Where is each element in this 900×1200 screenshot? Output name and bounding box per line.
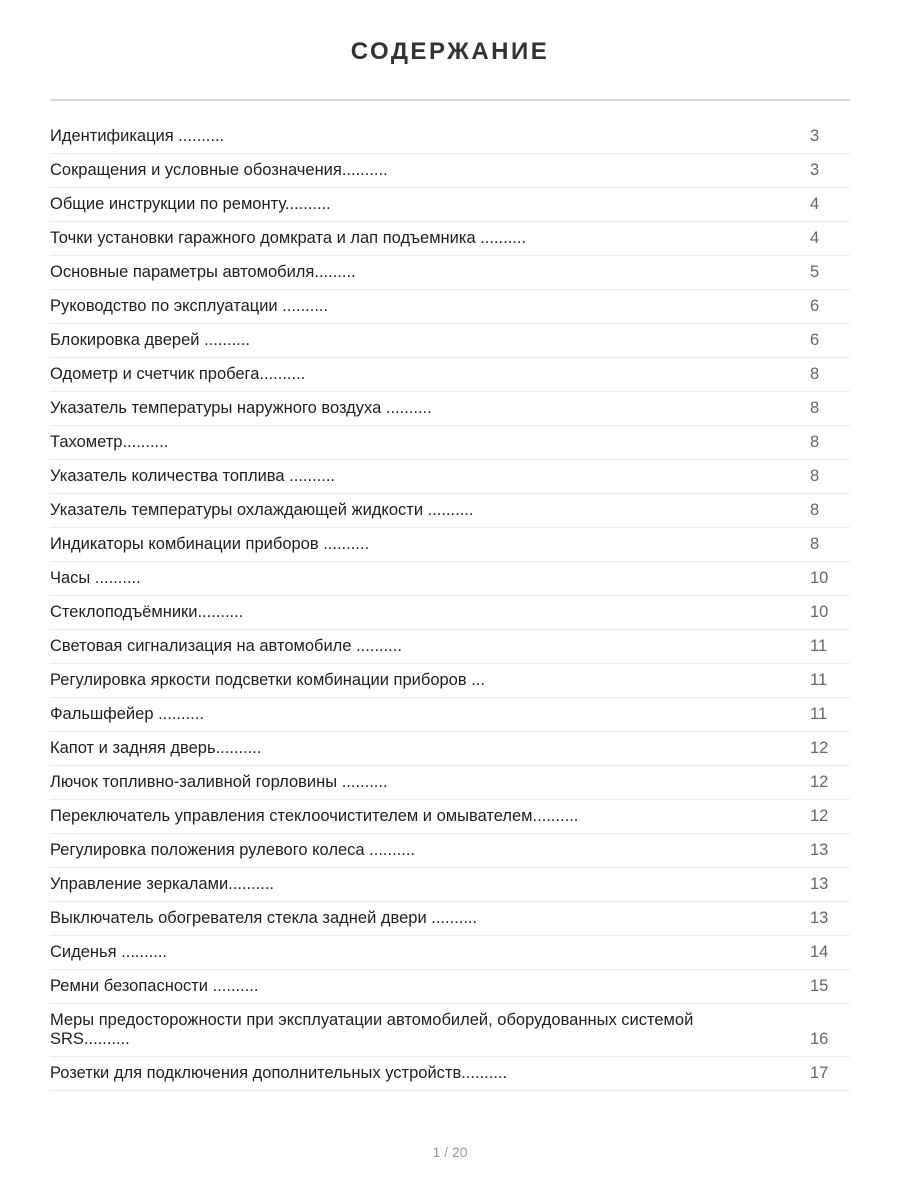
toc-entry-title: Розетки для подключения дополнительных устройств.......... [50, 1064, 508, 1082]
toc-entry[interactable] [50, 358, 850, 392]
toc-entry-title: Выключатель обогревателя стекла задней двери .......... [50, 909, 478, 927]
toc-entry[interactable] [50, 698, 850, 732]
toc-entry[interactable] [50, 800, 850, 834]
toc-entry-title: Одометр и счетчик пробега.......... [50, 365, 306, 383]
toc-entry[interactable] [50, 630, 850, 664]
toc-entry[interactable] [50, 188, 850, 222]
toc-entry-page-number: 10 [810, 569, 829, 587]
toc-entry-title: Стеклоподъёмники.......... [50, 603, 244, 621]
toc-entry-title: Ремни безопасности .......... [50, 977, 259, 995]
toc-entry[interactable] [50, 834, 850, 868]
toc-entry[interactable] [50, 392, 850, 426]
toc-entry-page-number: 15 [810, 977, 829, 995]
toc-entry-page-number: 13 [810, 841, 829, 859]
toc-entry[interactable] [50, 596, 850, 630]
toc-entry-page-number: 8 [810, 399, 820, 417]
toc-entry-title: Переключатель управления стеклоочистителем и омывателем.......... [50, 807, 579, 825]
toc-entry[interactable] [50, 936, 850, 970]
toc-entry[interactable] [50, 222, 850, 256]
table-of-contents [50, 120, 850, 1091]
toc-entry[interactable] [50, 154, 850, 188]
title-divider [50, 99, 850, 101]
toc-entry[interactable] [50, 256, 850, 290]
toc-entry-title: Регулировка положения рулевого колеса .......... [50, 841, 416, 859]
toc-entry-page-number: 11 [810, 671, 828, 689]
toc-entry-page-number: 6 [810, 297, 820, 315]
toc-entry-title: Указатель температуры наружного воздуха .......... [50, 399, 432, 417]
toc-entry[interactable] [50, 902, 850, 936]
toc-entry-title: Часы .......... [50, 569, 141, 587]
toc-entry-title: Идентификация .......... [50, 127, 225, 145]
toc-entry[interactable] [50, 426, 850, 460]
toc-entry-page-number: 3 [810, 161, 820, 179]
toc-entry-title: Сиденья .......... [50, 943, 168, 961]
toc-entry-title: Основные параметры автомобиля......... [50, 263, 356, 281]
toc-entry-page-number: 16 [810, 1030, 829, 1048]
toc-entry-page-number: 11 [810, 637, 828, 655]
toc-entry-title: Тахометр.......... [50, 433, 169, 451]
toc-entry[interactable] [50, 120, 850, 154]
toc-entry-title: Меры предосторожности при эксплуатации автомобилей, оборудованных системой SRS.......... [50, 1011, 694, 1048]
toc-entry-title: Сокращения и условные обозначения.......... [50, 161, 388, 179]
toc-entry-title: Общие инструкции по ремонту.......... [50, 195, 331, 213]
toc-entry-title: Лючок топливно-заливной горловины .......... [50, 773, 388, 791]
toc-entry-page-number: 14 [810, 943, 829, 961]
toc-entry-page-number: 8 [810, 365, 820, 383]
toc-entry-page-number: 13 [810, 909, 829, 927]
toc-entry[interactable] [50, 562, 850, 596]
toc-entry[interactable] [50, 664, 850, 698]
toc-entry[interactable] [50, 868, 850, 902]
toc-entry-title: Точки установки гаражного домкрата и лап подъемника .......... [50, 229, 527, 247]
toc-entry-title: Регулировка яркости подсветки комбинации приборов ... [50, 671, 485, 689]
toc-entry-title: Указатель количества топлива .......... [50, 467, 335, 485]
toc-entry[interactable] [50, 528, 850, 562]
toc-entry-page-number: 13 [810, 875, 829, 893]
toc-entry-page-number: 3 [810, 127, 820, 145]
toc-entry-title: Блокировка дверей .......... [50, 331, 250, 349]
toc-entry[interactable] [50, 460, 850, 494]
toc-entry-title: Капот и задняя дверь.......... [50, 739, 262, 757]
toc-entry[interactable] [50, 494, 850, 528]
toc-entry-title: Фальшфейер .......... [50, 705, 204, 723]
toc-entry-page-number: 4 [810, 229, 820, 247]
toc-entry[interactable] [50, 290, 850, 324]
toc-entry-page-number: 4 [810, 195, 820, 213]
toc-entry-page-number: 5 [810, 263, 820, 281]
toc-entry-title: Управление зеркалами.......... [50, 875, 275, 893]
toc-entry-page-number: 8 [810, 535, 820, 553]
toc-entry[interactable] [50, 324, 850, 358]
toc-entry-page-number: 12 [810, 739, 829, 757]
toc-entry[interactable] [50, 970, 850, 1004]
toc-entry[interactable] [50, 766, 850, 800]
toc-entry[interactable] [50, 1057, 850, 1091]
toc-entry-title: Руководство по эксплуатации .......... [50, 297, 329, 315]
page-title: СОДЕРЖАНИЕ [350, 38, 550, 65]
page-indicator: 1 / 20 [432, 1144, 468, 1160]
toc-entry-page-number: 17 [810, 1064, 829, 1082]
toc-entry-title: Указатель температуры охлаждающей жидкости .......... [50, 501, 474, 519]
toc-entry[interactable] [50, 732, 850, 766]
toc-entry-page-number: 8 [810, 501, 820, 519]
toc-entry-title: Световая сигнализация на автомобиле .......... [50, 637, 402, 655]
toc-entry-page-number: 6 [810, 331, 820, 349]
toc-entry-page-number: 8 [810, 467, 820, 485]
toc-entry-title: Индикаторы комбинации приборов .......... [50, 535, 370, 553]
toc-entry-page-number: 8 [810, 433, 820, 451]
toc-entry-page-number: 10 [810, 603, 829, 621]
toc-entry-page-number: 12 [810, 773, 829, 791]
toc-entry-page-number: 11 [810, 705, 828, 723]
toc-entry[interactable] [50, 1004, 850, 1057]
toc-entry-page-number: 12 [810, 807, 829, 825]
